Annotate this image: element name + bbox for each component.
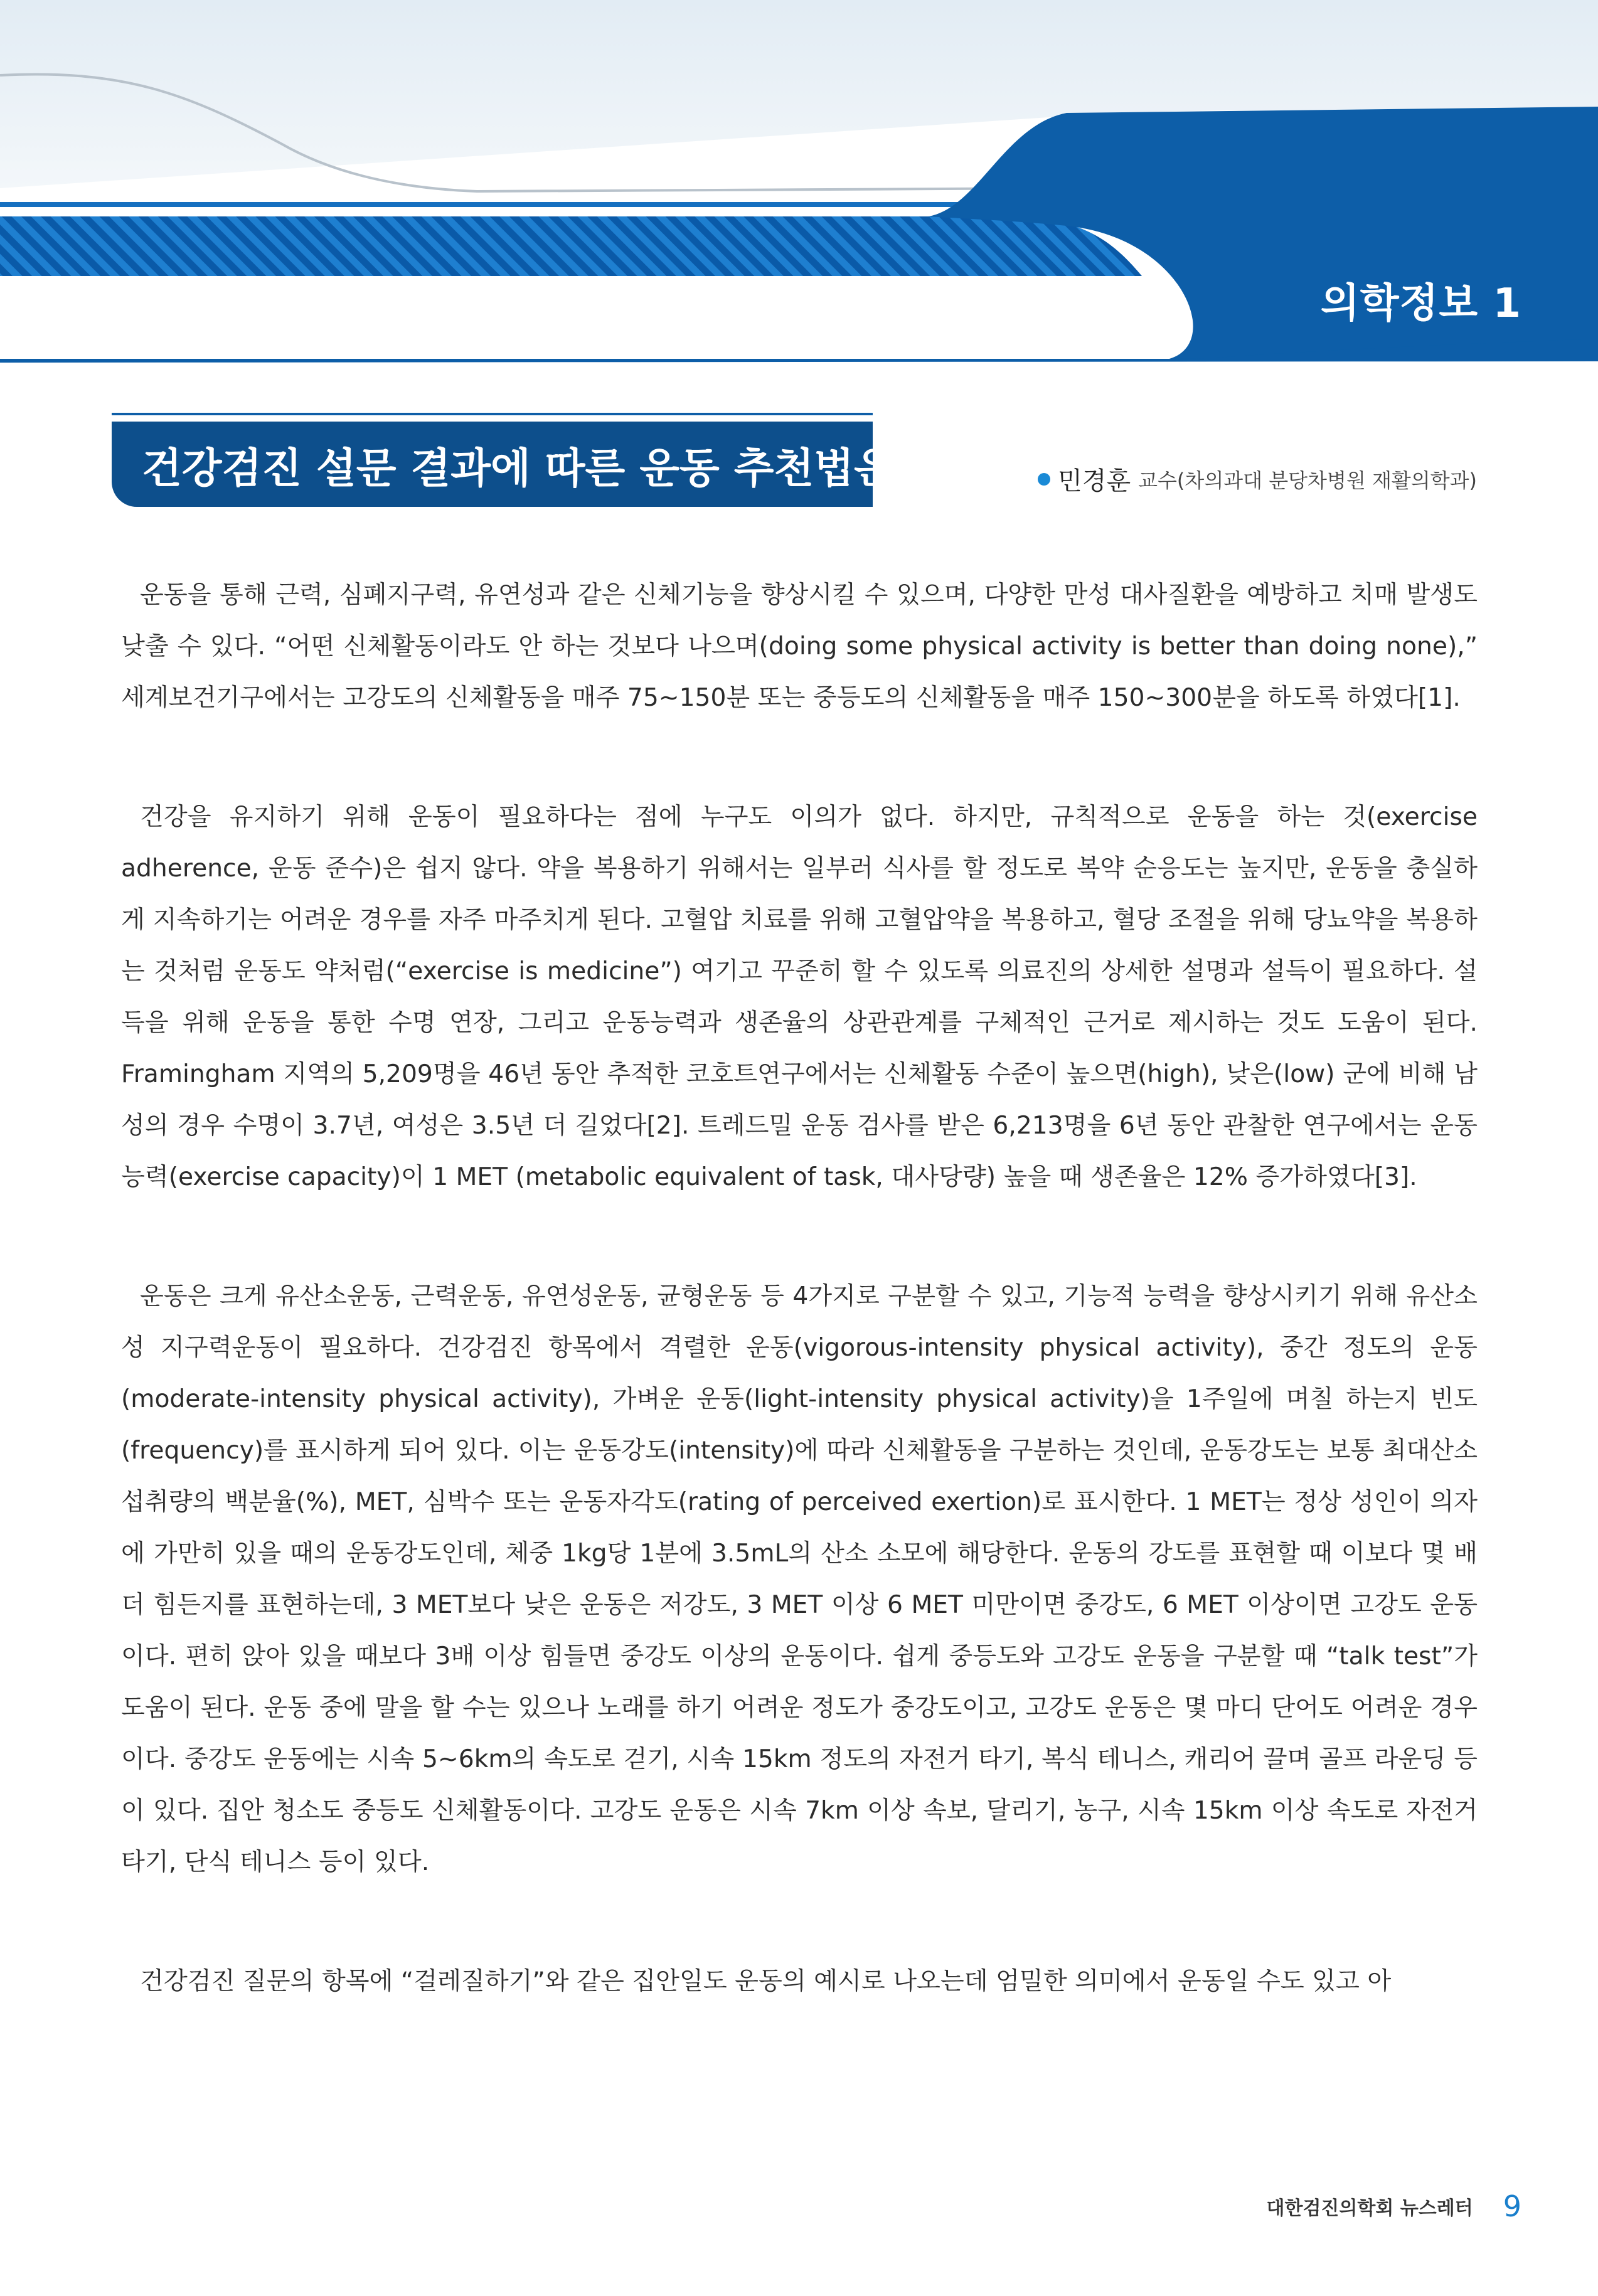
striped-band [0, 216, 1142, 276]
author-affiliation: 교수(차의과대 분당차병원 재활의학과) [1138, 468, 1477, 492]
page-footer [1266, 2189, 1521, 2223]
paragraph: 건강검진 질문의 항목에 “걸레질하기”와 같은 집안일도 운동의 예시로 나오는데 엄밀한 의미에서 운동일 수도 있고 아 [140, 1967, 1392, 1996]
article-body [121, 570, 1478, 2075]
bullet-dot-icon [1038, 473, 1050, 486]
title-rule [112, 413, 873, 415]
section-label: 의학정보 1 [1320, 280, 1521, 327]
page-number: 9 [1503, 2189, 1521, 2223]
paragraph: 건강을 유지하기 위해 운동이 필요하다는 점에 누구도 이의가 없다. 하지만, 규칙적으로 운동을 하는 것(exercise adherence, 운동 준수)은 쉽지 않다. 약을 복용하기 위해서는 일부러 식사를 할 정도로 복약 순응도는 높지만, 운동을 충실하게 지속하기는 어려운 경우를 자주 마주치게 된다. 고혈압 치료를 위해 고혈압약을 복용하고, 혈당 조절을 위해 당뇨약을 복용하는 것처럼 운동도 약처럼(“exercise is medicine”) 여기고 꾸준히 할 수 있도록 의료진의 상세한 설명과 설득이 필요하다. 설득을 위해 운동을 통한 수명 연장, 그리고 운동능력과 생존율의 상관관계를 구체적인 근거로 제시하는 것도 도움이 된다. Framingham 지역의 5,209명을 46년 동안 추적한 코호트연구에서는 신체활동 수준이 높으면(high), 낮은(low) 군에 비해 남성의 경우 수명이 3.7년, 여성은 3.5년 더 길었다[2]. 트레드밀 운동 검사를 받은 6,213명을 6년 동안 관찰한 연구에서는 운동능력(exercise capacity)이 1 MET (metabolic equivalent of task, 대사당량) 높을 때 생존율은 12% 증가하였다[3]. [121, 803, 1478, 1191]
newsletter-name: 대한검진의학회 뉴스레터 [1266, 2198, 1473, 2219]
paragraph: 운동을 통해 근력, 심폐지구력, 유연성과 같은 신체기능을 향상시킬 수 있으며, 다양한 만성 대사질환을 예방하고 치매 발생도 낮출 수 있다. “어떤 신체활동이라도 안 하는 것보다 나으며(doing some physical activity is better than doing none),” 세계보건기구에서는 고강도의 신체활동을 매주 75~150분 또는 중등도의 신체활동을 매주 150~300분을 하도록 하였다[1]. [121, 581, 1478, 712]
paragraph: 운동은 크게 유산소운동, 근력운동, 유연성운동, 균형운동 등 4가지로 구분할 수 있고, 기능적 능력을 향상시키기 위해 유산소성 지구력운동이 필요하다. 건강검진 항목에서 격렬한 운동(vigorous-intensity physical activity), 중간 정도의 운동(moderate-intensity physical activity), 가벼운 운동(light-intensity physical activity)을 1주일에 며칠 하는지 빈도(frequency)를 표시하게 되어 있다. 이는 운동강도(intensity)에 따라 신체활동을 구분하는 것인데, 운동강도는 보통 최대산소섭취량의 백분율(%), MET, 심박수 또는 운동자각도(rating of perceived exertion)로 표시한다. 1 MET는 정상 성인이 의자에 가만히 있을 때의 운동강도인데, 체중 1kg당 1분에 3.5mL의 산소 소모에 해당한다. 운동의 강도를 표현할 때 이보다 몇 배 더 힘든지를 표현하는데, 3 MET보다 낮은 운동은 저강도, 3 MET 이상 6 MET 미만이면 중강도, 6 MET 이상이면 고강도 운동이다. 편히 앉아 있을 때보다 3배 이상 힘들면 중강도 이상의 운동이다. 쉽게 중등도와 고강도 운동을 구분할 때 “talk test”가 도움이 된다. 운동 중에 말을 할 수는 있으나 노래를 하기 어려운 정도가 중강도이고, 고강도 운동은 몇 마디 단어도 어려운 경우이다. 중강도 운동에는 시속 5~6km의 속도로 걷기, 시속 15km 정도의 자전거 타기, 복식 테니스, 캐리어 끌며 골프 라운딩 등이 있다. 집안 청소도 중등도 신체활동이다. 고강도 운동은 시속 7km 이상 속보, 달리기, 농구, 시속 15km 이상 속도로 자전거 타기, 단식 테니스 등이 있다. [121, 1282, 1478, 1876]
author-byline [1038, 461, 1477, 497]
thin-blue-line [0, 202, 1067, 207]
author-name: 민경훈 [1058, 467, 1131, 496]
title-banner [112, 422, 919, 507]
article-title: 건강검진 설문 결과에 따른 운동 추천법은? [142, 444, 919, 492]
